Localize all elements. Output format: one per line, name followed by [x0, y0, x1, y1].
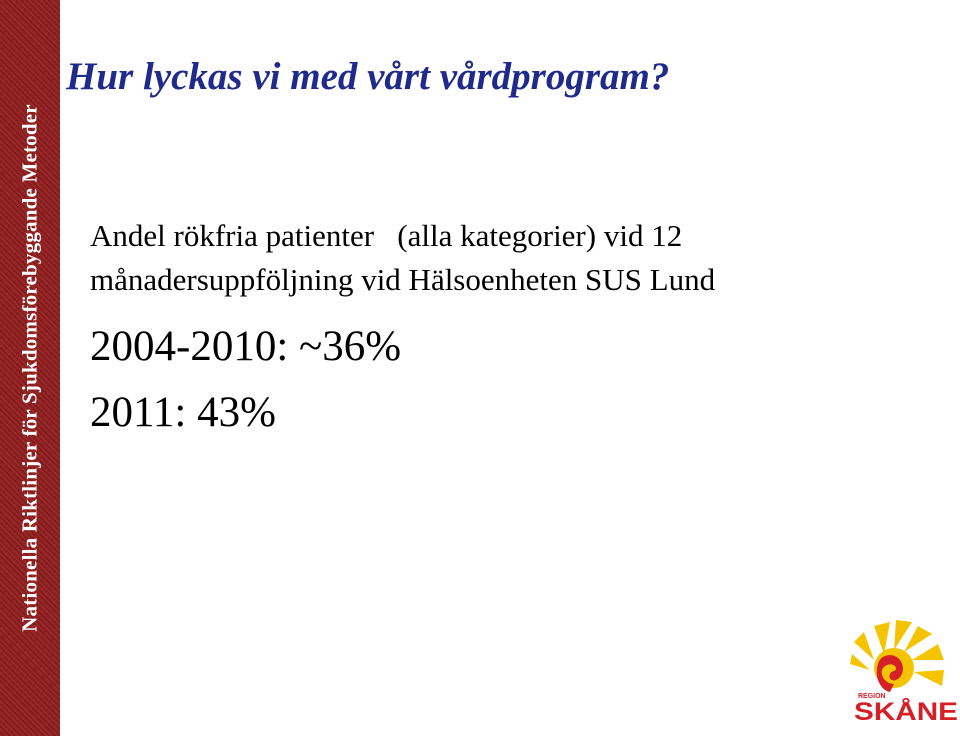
stat-2011: 2011: 43% [90, 389, 276, 436]
sidebar-text: Nationella Riktlinjer för Sjukdomsförebyggande Metoder [17, 104, 42, 632]
description-line-1: Andel rökfria patienter (alla kategorier) vid 12 [90, 218, 683, 253]
region-skane-logo [850, 614, 960, 724]
logo-main-text: SKÅNE [854, 698, 942, 724]
stat-2004-2010: 2004-2010: ~36% [90, 323, 402, 370]
logo-small-text: REGION [858, 693, 886, 700]
description [90, 214, 715, 302]
sidebar [0, 0, 60, 736]
slide-title: Hur lyckas vi med vårt vårdprogram? [66, 55, 670, 98]
description-line-2: månadersuppföljning vid Hälsoenheten SUS Lund [90, 262, 716, 297]
